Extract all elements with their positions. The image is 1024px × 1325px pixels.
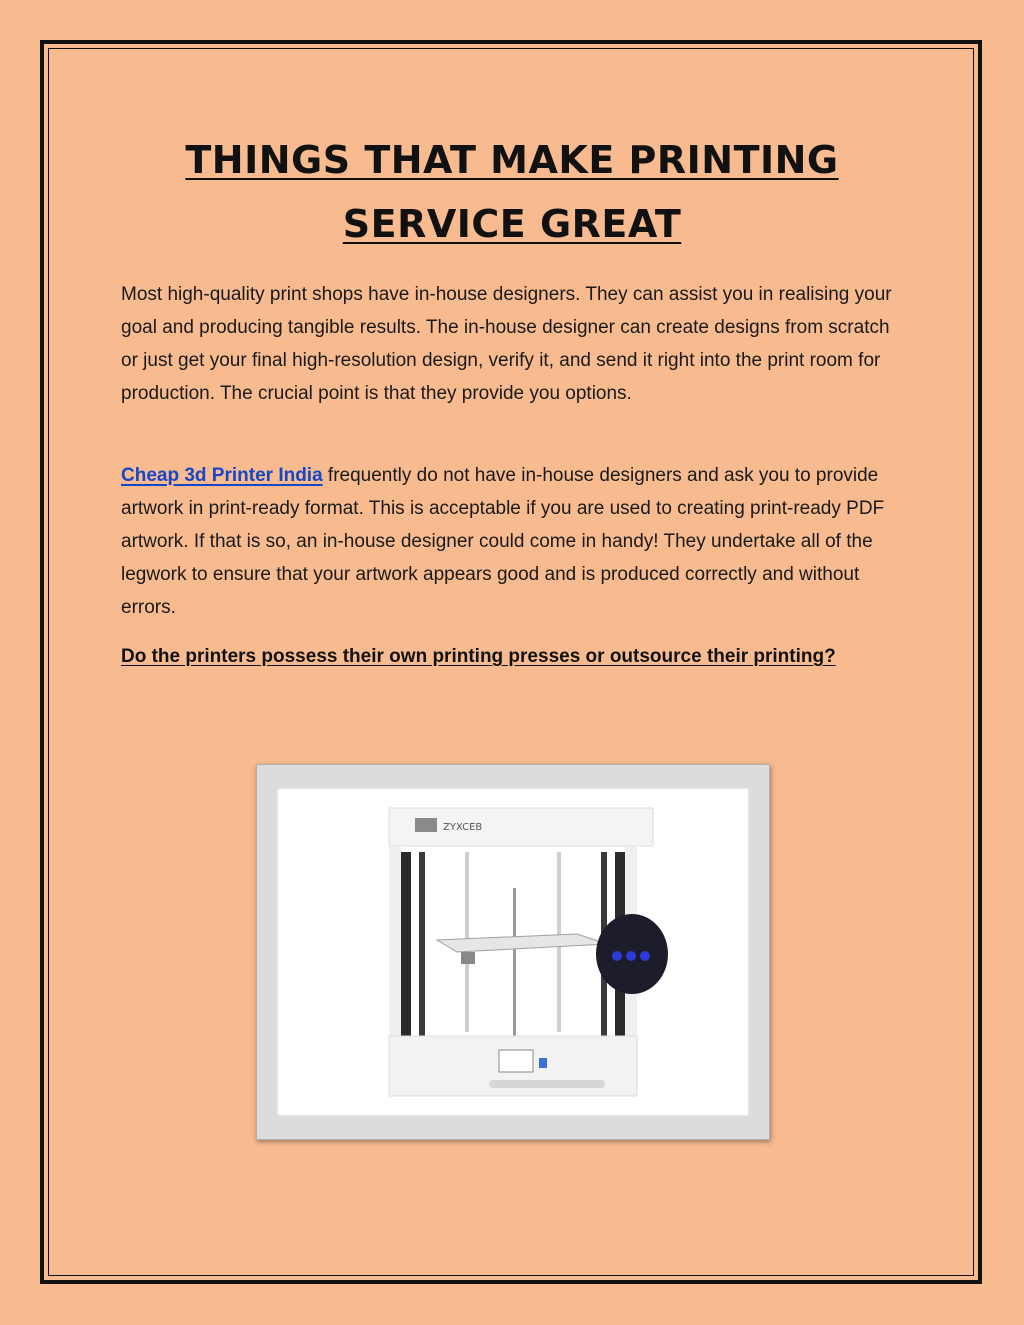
spool-light-3 bbox=[640, 951, 650, 961]
question-heading: Do the printers possess their own printing presses or outsource their printing? bbox=[121, 646, 836, 667]
printer-photo-frame bbox=[256, 764, 770, 1140]
spool-light-2 bbox=[626, 951, 636, 961]
printer-usb-port bbox=[539, 1058, 547, 1068]
page-title bbox=[100, 128, 924, 256]
printer-lcd-screen bbox=[499, 1050, 533, 1072]
printer-photo bbox=[277, 788, 749, 1116]
paragraph-cheap-printers-text: frequently do not have in-house designers and ask you to provide artwork in print-ready format. This is acceptable if you are used to creating print-ready PDF artwork. If that is so, an in-house designer could come in handy! They undertake all of the legwork to ensure that your artwork appears good and is produced correctly and without errors. bbox=[121, 465, 885, 618]
title-line-1: THINGS THAT MAKE PRINTING bbox=[185, 138, 839, 182]
3d-printer-illustration bbox=[277, 788, 749, 1116]
title-line-2: SERVICE GREAT bbox=[342, 202, 682, 246]
printer-logo-icon bbox=[415, 818, 437, 832]
printer-lead-screw bbox=[513, 888, 516, 1038]
printer-logo-text: ZYXCEB bbox=[443, 822, 483, 833]
paragraph-cheap-printers bbox=[121, 459, 911, 624]
printer-bed-mount bbox=[461, 952, 475, 964]
printer-base-slot bbox=[489, 1080, 605, 1088]
printer-bed bbox=[437, 934, 607, 952]
spool-light-1 bbox=[612, 951, 622, 961]
paragraph-in-house-designers: Most high-quality print shops have in-house designers. They can assist you in realising your goal and producing tangible results. The in-house designer can create designs from scratch or just get your final high-resolution design, verify it, and send it right into the print room for production. The crucial point is that they provide you options. bbox=[121, 284, 892, 404]
cheap-3d-printer-india-link[interactable]: Cheap 3d Printer India bbox=[121, 465, 323, 486]
